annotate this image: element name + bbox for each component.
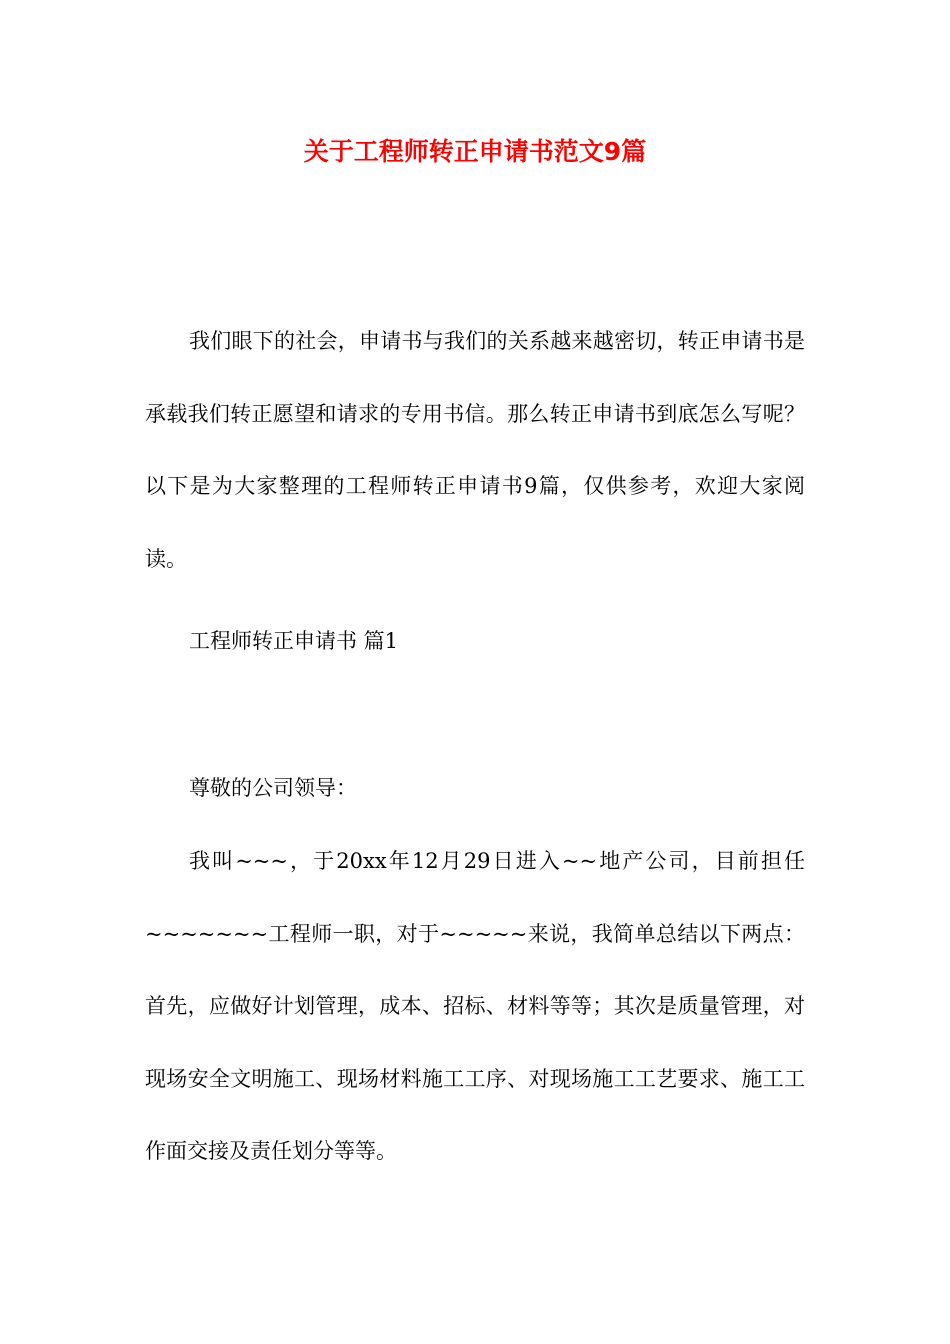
document-title: 关于工程师转正申请书范文9篇 — [303, 137, 647, 166]
salutation: 尊敬的公司领导： — [189, 776, 357, 800]
section-heading: 工程师转正申请书 篇1 — [189, 629, 399, 653]
intro-paragraph: 我们眼下的社会，申请书与我们的关系越来越密切，转正申请书是承载我们转正愿望和请求的专用书信。那么转正申请书到底怎么写呢？以下是为大家整理的工程师转正申请书9篇，仅供参考，欢迎大家阅读。 — [145, 329, 805, 571]
body-paragraph: 我叫~~~，于20xx年12月29日进入~~地产公司，目前担任~~~~~~~工程师一职，对于~~~~~来说，我简单总结以下两点：首先，应做好计划管理，成本、招标、材料等等；其次是质量管理，对现场安全文明施工、现场材料施工工序、对现场施工工艺要求、施工工作面交接及责任划分等等。 — [145, 849, 805, 1163]
